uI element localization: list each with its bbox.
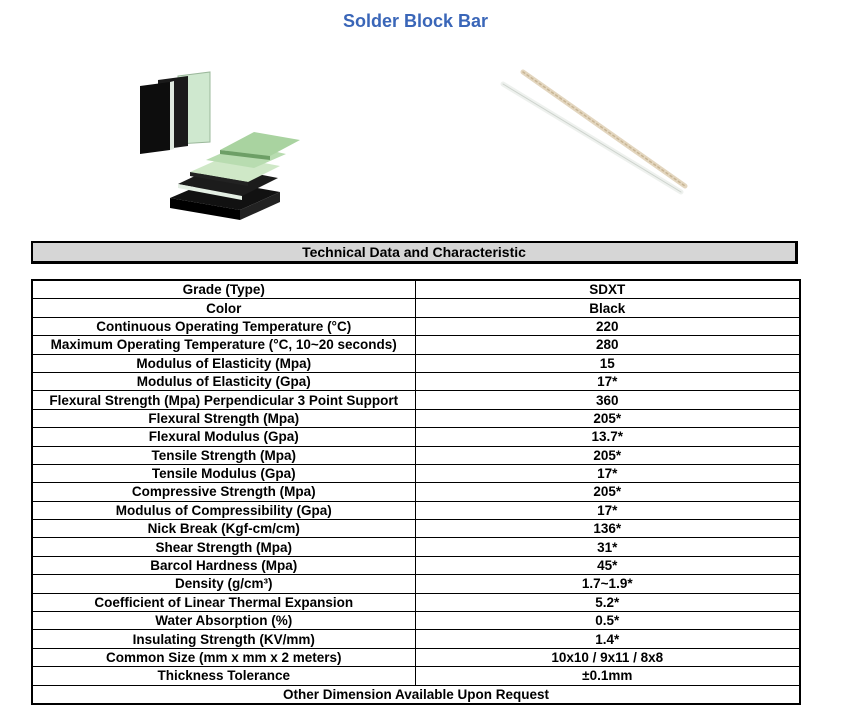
table-row xyxy=(32,667,800,685)
table-row xyxy=(32,593,800,611)
stacked-sheets-photo xyxy=(130,68,310,228)
table-row xyxy=(32,501,800,519)
table-row xyxy=(32,483,800,501)
property-label: Modulus of Elasticity (Gpa) xyxy=(32,372,415,390)
property-label: Common Size (mm x mm x 2 meters) xyxy=(32,648,415,666)
table-row xyxy=(32,520,800,538)
property-label: Flexural Strength (Mpa) xyxy=(32,409,415,427)
table-row xyxy=(32,354,800,372)
table-footer-row xyxy=(32,685,800,704)
footer-note: Other Dimension Available Upon Request xyxy=(32,685,800,704)
property-label: Compressive Strength (Mpa) xyxy=(32,483,415,501)
property-value: 0.5* xyxy=(415,612,800,630)
property-value: 5.2* xyxy=(415,593,800,611)
table-row xyxy=(32,538,800,556)
section-header: Technical Data and Characteristic xyxy=(31,241,798,264)
table-row xyxy=(32,648,800,666)
property-label: Insulating Strength (KV/mm) xyxy=(32,630,415,648)
property-value: 17* xyxy=(415,464,800,482)
property-value: 17* xyxy=(415,372,800,390)
property-label: Flexural Strength (Mpa) Perpendicular 3 Point Support xyxy=(32,391,415,409)
property-value: Black xyxy=(415,299,800,317)
property-value: 31* xyxy=(415,538,800,556)
property-label: Tensile Strength (Mpa) xyxy=(32,446,415,464)
property-label: Modulus of Elasticity (Mpa) xyxy=(32,354,415,372)
property-value: SDXT xyxy=(415,280,800,299)
table-row xyxy=(32,391,800,409)
property-value: 280 xyxy=(415,336,800,354)
property-label: Water Absorption (%) xyxy=(32,612,415,630)
property-label: Nick Break (Kgf-cm/cm) xyxy=(32,520,415,538)
technical-data-table xyxy=(31,279,801,705)
property-label: Maximum Operating Temperature (°C, 10~20 seconds) xyxy=(32,336,415,354)
property-value: 205* xyxy=(415,446,800,464)
property-label: Coefficient of Linear Thermal Expansion xyxy=(32,593,415,611)
table-row xyxy=(32,336,800,354)
property-value: 205* xyxy=(415,409,800,427)
table-row xyxy=(32,612,800,630)
table-row xyxy=(32,630,800,648)
table-row xyxy=(32,428,800,446)
table-row xyxy=(32,299,800,317)
property-value: 1.7~1.9* xyxy=(415,575,800,593)
property-value: 360 xyxy=(415,391,800,409)
rods-photo xyxy=(495,62,695,207)
property-label: Continuous Operating Temperature (°C) xyxy=(32,317,415,335)
table-row xyxy=(32,446,800,464)
property-label: Density (g/cm³) xyxy=(32,575,415,593)
property-label: Modulus of Compressibility (Gpa) xyxy=(32,501,415,519)
table-row xyxy=(32,464,800,482)
property-value: ±0.1mm xyxy=(415,667,800,685)
property-label: Shear Strength (Mpa) xyxy=(32,538,415,556)
property-label: Grade (Type) xyxy=(32,280,415,299)
property-value: 205* xyxy=(415,483,800,501)
property-value: 220 xyxy=(415,317,800,335)
page-title: Solder Block Bar xyxy=(342,11,489,31)
property-value: 1.4* xyxy=(415,630,800,648)
property-label: Thickness Tolerance xyxy=(32,667,415,685)
property-value: 13.7* xyxy=(415,428,800,446)
table-row xyxy=(32,317,800,335)
table-row xyxy=(32,372,800,390)
property-value: 136* xyxy=(415,520,800,538)
property-value: 45* xyxy=(415,556,800,574)
property-label: Flexural Modulus (Gpa) xyxy=(32,428,415,446)
table-row xyxy=(32,280,800,299)
table-row xyxy=(32,556,800,574)
property-label: Barcol Hardness (Mpa) xyxy=(32,556,415,574)
property-value: 15 xyxy=(415,354,800,372)
property-label: Color xyxy=(32,299,415,317)
table-row xyxy=(32,575,800,593)
property-value: 10x10 / 9x11 / 8x8 xyxy=(415,648,800,666)
property-label: Tensile Modulus (Gpa) xyxy=(32,464,415,482)
property-value: 17* xyxy=(415,501,800,519)
table-row xyxy=(32,409,800,427)
